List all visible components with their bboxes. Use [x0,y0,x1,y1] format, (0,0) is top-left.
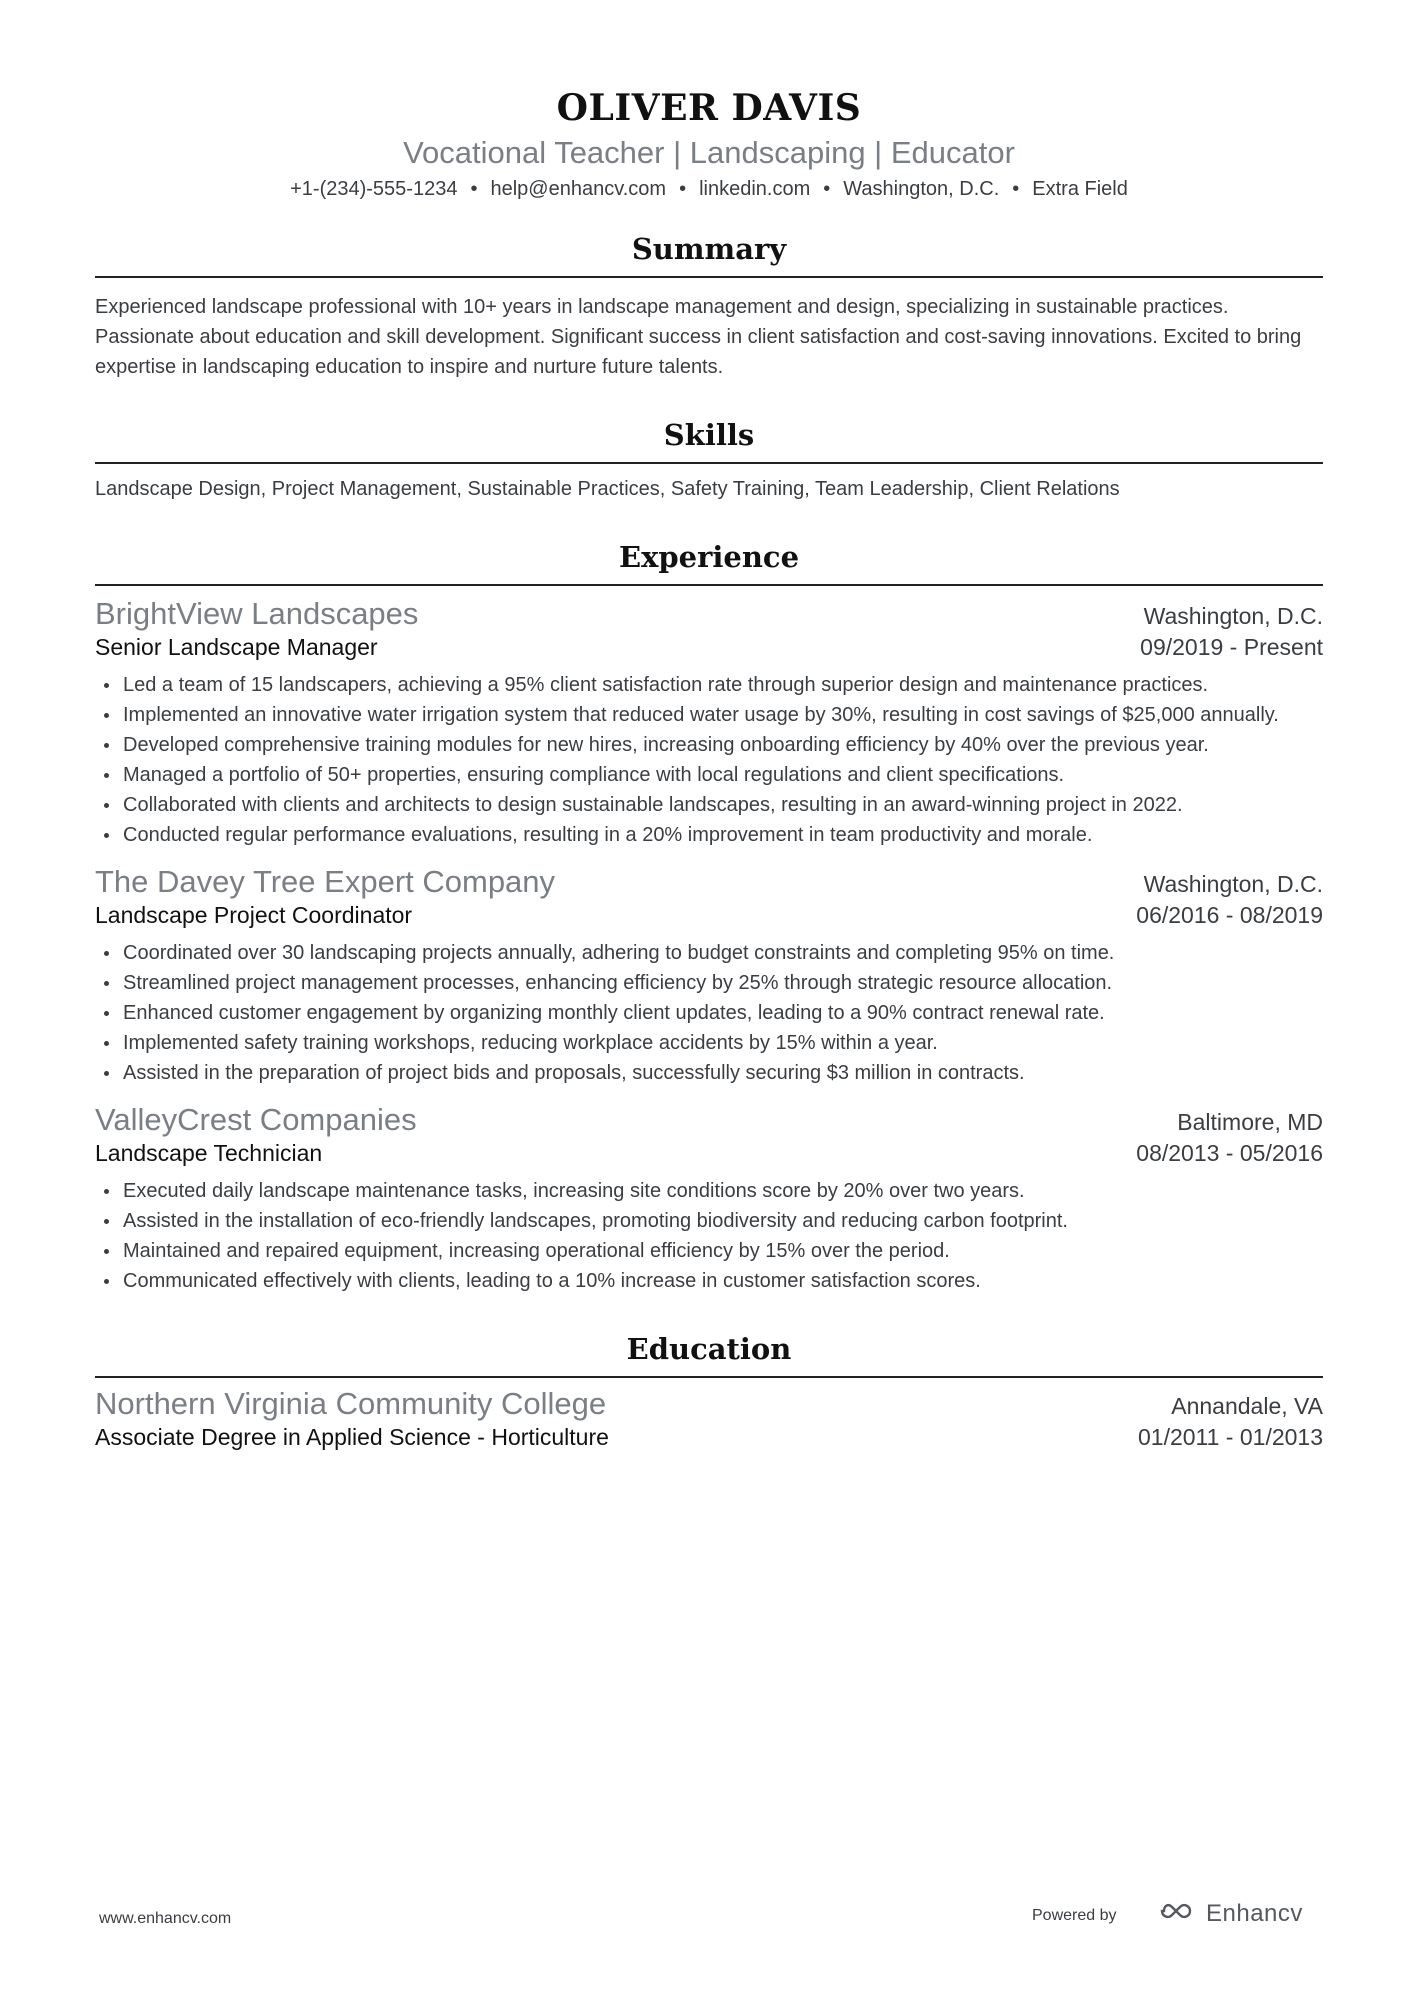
list-item: Collaborated with clients and architects to design sustainable landscapes, resulting in an award-winning project in 2022. [95,790,1323,820]
education-entry [95,1386,1323,1452]
list-item: Coordinated over 30 landscaping projects annually, adhering to budget constraints and completing 95% on time. [95,938,1323,968]
contact-line [95,176,1323,202]
list-item: Managed a portfolio of 50+ properties, ensuring compliance with local regulations and client specifications. [95,760,1323,790]
list-item: Developed comprehensive training modules for new hires, increasing onboarding efficiency by 40% over the previous year. [95,730,1323,760]
skills-section [95,418,1323,504]
infinity-logo-icon [1150,1898,1198,1929]
job-dates: 08/2013 - 05/2016 [1136,1140,1323,1166]
list-item: Communicated effectively with clients, leading to a 10% increase in customer satisfaction scores. [95,1266,1323,1296]
job-location: Baltimore, MD [1177,1109,1323,1135]
candidate-name: OLIVER DAVIS [556,87,862,129]
resume-header [95,0,1323,202]
phone-text: +1-(234)-555-1234 [290,178,458,200]
email-link[interactable]: help@enhancv.com [490,178,667,200]
job-title: Senior Landscape Manager [95,634,378,660]
achievement-list [95,938,1323,1088]
job-location: Washington, D.C. [1143,871,1323,897]
experience-divider [95,584,1323,586]
education-divider [95,1376,1323,1378]
education-section [95,1332,1323,1452]
list-item: Maintained and repaired equipment, increasing operational efficiency by 15% over the period. [95,1236,1323,1266]
education-dates: 01/2011 - 01/2013 [1137,1424,1323,1450]
experience-entry [95,864,1323,1088]
company-name: ValleyCrest Companies [95,1102,417,1137]
list-item: Enhanced customer engagement by organizing monthly client updates, leading to a 90% contract renewal rate. [95,998,1323,1028]
location-text: Washington, D.C. [843,178,1000,200]
skills-title: Skills [663,418,755,452]
separator-dot: • [470,178,478,200]
achievement-list [95,1176,1323,1296]
experience-entry [95,596,1323,850]
list-item: Executed daily landscape maintenance tasks, increasing site conditions score by 20% over two years. [95,1176,1323,1206]
list-item: Implemented safety training workshops, reducing workplace accidents by 15% within a year. [95,1028,1323,1058]
resume-page [95,0,1323,1452]
extra-field-text: Extra Field [1032,178,1128,200]
company-name: The Davey Tree Expert Company [95,864,556,899]
list-item: Assisted in the installation of eco-friendly landscapes, promoting biodiversity and reducing carbon footprint. [95,1206,1323,1236]
enhancv-logo[interactable] [1150,1898,1303,1929]
summary-text: Experienced landscape professional with 10+ years in landscape management and design, specializing in sustainable practices. Passionate about education and skill development. Significant success in client satisfaction and cost-saving innovations. Excited to bring expertise in landscaping education to inspire and nurture future talents. [95,296,1302,378]
company-name: BrightView Landscapes [95,596,419,631]
linkedin-link[interactable]: linkedin.com [699,178,811,200]
powered-by-label: Powered by [1032,1907,1117,1924]
education-title: Education [626,1332,792,1366]
job-dates: 09/2019 - Present [1140,634,1323,660]
summary-section [95,232,1323,382]
school-name: Northern Virginia Community College [95,1386,607,1421]
summary-title: Summary [631,232,787,266]
list-item: Led a team of 15 landscapers, achieving a 95% client satisfaction rate through superior design and maintenance practices. [95,670,1323,700]
experience-entry [95,1102,1323,1296]
job-location: Washington, D.C. [1143,603,1323,629]
school-location: Annandale, VA [1171,1393,1323,1419]
enhancv-brand-text: Enhancv [1206,1899,1303,1927]
skills-text: Landscape Design, Project Management, Sustainable Practices, Safety Training, Team Leadership, Client Relations [95,478,1120,500]
skills-divider [95,462,1323,464]
footer-url-link[interactable]: www.enhancv.com [99,1910,232,1927]
job-title: Landscape Technician [95,1140,323,1166]
job-dates: 06/2016 - 08/2019 [1136,902,1323,928]
summary-divider [95,276,1323,278]
separator-dot: • [1012,178,1020,200]
degree-name: Associate Degree in Applied Science - Horticulture [95,1424,609,1450]
experience-section [95,540,1323,1296]
separator-dot: • [823,178,831,200]
list-item: Conducted regular performance evaluations, resulting in a 20% improvement in team productivity and morale. [95,820,1323,850]
experience-title: Experience [618,540,800,574]
candidate-headline: Vocational Teacher | Landscaping | Educator [403,135,1015,170]
list-item: Implemented an innovative water irrigation system that reduced water usage by 30%, resulting in cost savings of $25,000 annually. [95,700,1323,730]
job-title: Landscape Project Coordinator [95,902,413,928]
achievement-list [95,670,1323,850]
separator-dot: • [679,178,687,200]
list-item: Assisted in the preparation of project bids and proposals, successfully securing $3 million in contracts. [95,1058,1323,1088]
list-item: Streamlined project management processes, enhancing efficiency by 25% through strategic resource allocation. [95,968,1323,998]
